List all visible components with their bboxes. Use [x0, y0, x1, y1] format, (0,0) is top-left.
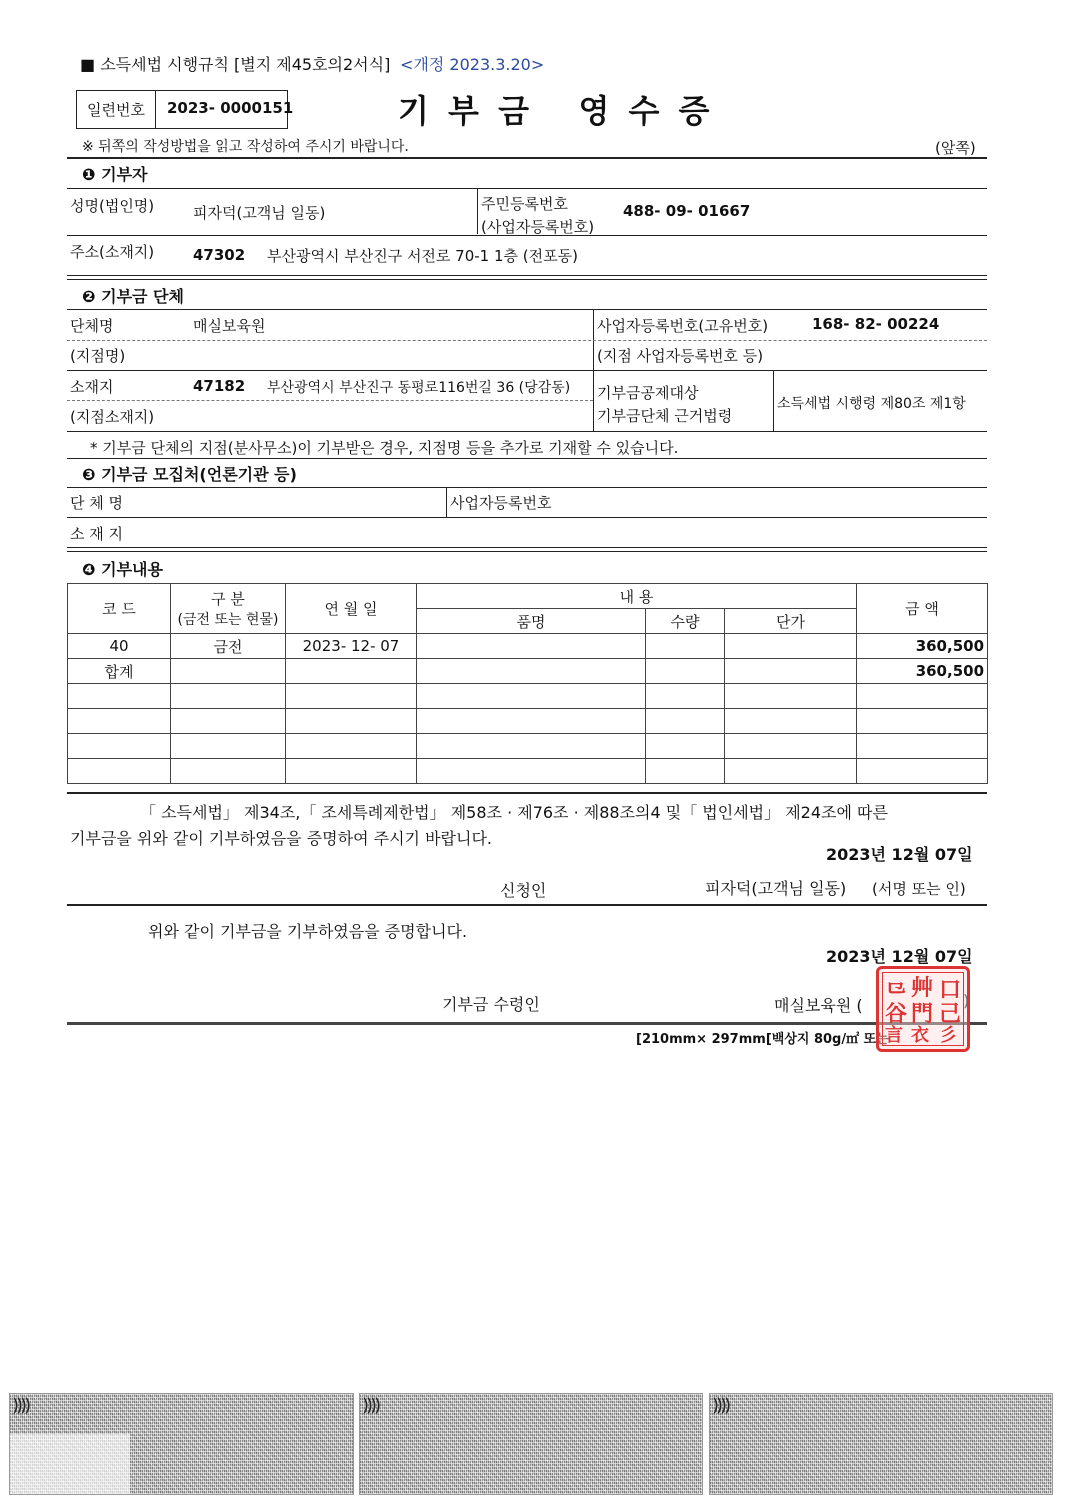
section1-title: ❶ 기부자: [82, 165, 148, 184]
branch-footnote: * 기부금 단체의 지점(분사무소)이 기부받은 경우, 지점명 등을 추가로 기재할 수 있습니다.: [90, 439, 679, 457]
col-item: 품명: [417, 609, 646, 634]
page-title: 기 부 금 영 수 증: [398, 92, 714, 130]
org-bizno-label: 사업자등록번호(고유번호): [597, 317, 769, 335]
agency-location-label: 소 재 지: [70, 525, 124, 543]
col-qty: 수량: [646, 609, 725, 634]
org-name-label: 단체명: [70, 317, 114, 335]
agency-name-label: 단 체 명: [70, 494, 124, 512]
signature-label: (서명 또는 인): [872, 880, 966, 898]
request-date: 2023년 12월 07일: [826, 845, 973, 864]
recipient-close: ): [963, 991, 970, 1010]
legal-basis-sublabel: 기부금단체 근거법령: [597, 407, 733, 425]
donation-table: [67, 583, 988, 784]
revision-date: <개정 2023.3.20>: [400, 55, 545, 74]
donor-postcode: 47302: [193, 246, 246, 264]
col-unit-price: 단가: [725, 609, 857, 634]
col-code: 코 드: [68, 584, 171, 634]
table-row: [68, 684, 988, 709]
donor-name-label: 성명(법인명): [70, 197, 155, 215]
donor-id-value: 488- 09- 01667: [623, 202, 751, 220]
branch-location-label: (지점소재지): [70, 408, 155, 426]
col-content: 내 용: [417, 584, 857, 609]
donor-address: 부산광역시 부산진구 서전로 70-1 1층 (전포동): [267, 247, 578, 265]
paper-spec: [210mm× 297mm[백상지 80g/㎡ 또는: [636, 1032, 889, 1047]
recipient-value: 매실보육원 (: [774, 996, 863, 1015]
org-location-label: 소재지: [70, 378, 114, 396]
serial-box: [76, 90, 294, 129]
form-reference: ■ 소득세법 시행규칙 [별지 제45호의2서식]: [80, 55, 391, 74]
table-row: [68, 709, 988, 734]
applicant-label: 신청인: [500, 881, 547, 900]
certify-date: 2023년 12월 07일: [826, 947, 973, 966]
recipient-label: 기부금 수령인: [442, 995, 540, 1014]
section2-title: ❷ 기부금 단체: [82, 287, 184, 306]
donor-id-label: 주민등록번호: [481, 195, 568, 213]
legal-basis-label: 기부금공제대상: [597, 384, 699, 402]
pdf417-barcode-1: )))): [9, 1393, 354, 1495]
pdf417-barcode-3: )))): [709, 1393, 1053, 1495]
law-reference-text: 「 소득세법」 제34조,「 조세특례제한법」 제58조 · 제76조 · 제88조의4 및「 법인세법」 제24조에 따른: [140, 803, 888, 822]
serial-value: 2023- 0000151: [167, 99, 294, 117]
org-postcode: 47182: [193, 377, 246, 395]
applicant-value: 피자덕(고객님 일동): [705, 879, 847, 898]
donor-id-sublabel: (사업자등록번호): [481, 218, 595, 236]
official-seal-stamp: ⺋ ⾋ ⼝ ⾕ ⾨ ⼰ ⾔ ⾐ ⼺: [876, 966, 970, 1052]
donor-address-label: 주소(소재지): [70, 243, 155, 261]
section4-title: ❹ 기부내용: [82, 560, 163, 579]
request-text: 기부금을 위와 같이 기부하였음을 증명하여 주시기 바랍니다.: [70, 829, 493, 848]
table-row: [68, 759, 988, 784]
org-bizno-value: 168- 82- 00224: [812, 315, 940, 333]
col-type: 구 분 (금전 또는 현물): [171, 584, 286, 634]
paper-spec-close: ]: [966, 1028, 972, 1043]
table-row: 40 금전 2023- 12- 07 360,500: [68, 634, 988, 659]
org-address: 부산광역시 부산진구 동평로116번길 36 (당감동): [267, 380, 571, 396]
table-row-total: 합계 360,500: [68, 659, 988, 684]
pdf417-barcode-2: )))): [359, 1393, 703, 1495]
branch-name-label: (지점명): [70, 347, 126, 365]
legal-basis-value: 소득세법 시행령 제80조 제1항: [777, 396, 966, 412]
agency-bizno-label: 사업자등록번호: [450, 494, 552, 512]
branch-bizno-label: (지점 사업자등록번호 등): [597, 347, 764, 365]
serial-label: 일련번호: [87, 101, 145, 119]
org-name-value: 매실보육원: [193, 317, 266, 335]
front-side-label: (앞쪽): [935, 139, 976, 157]
instruction-note: ※ 뒤쪽의 작성방법을 읽고 작성하여 주시기 바랍니다.: [82, 139, 409, 155]
col-date: 연 월 일: [286, 584, 417, 634]
donor-name-value: 피자덕(고객님 일동): [193, 204, 326, 222]
table-row: [68, 734, 988, 759]
certify-text: 위와 같이 기부금을 기부하였음을 증명합니다.: [148, 922, 468, 941]
section3-title: ❸ 기부금 모집처(언론기관 등): [82, 465, 297, 484]
col-amount: 금 액: [857, 584, 988, 634]
